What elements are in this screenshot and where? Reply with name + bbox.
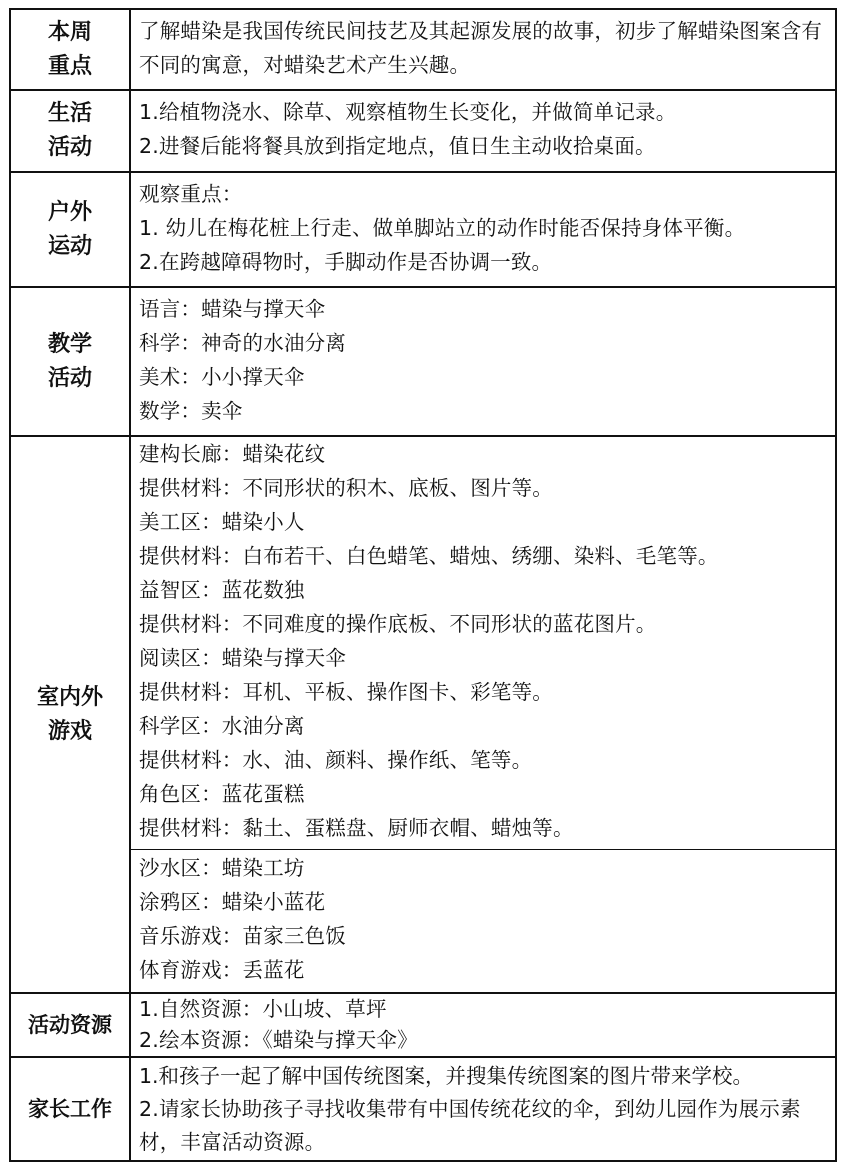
list-item: 1.给植物浇水、除草、观察植物生长变化，并做简单记录。 <box>139 100 677 124</box>
label-line: 家长工作 <box>28 1097 112 1121</box>
row-life-activities <box>9 89 837 171</box>
row-activity-resources <box>9 992 837 1056</box>
row-weekly-focus <box>9 8 837 89</box>
list-item: 提供材料：不同形状的积木、底板、图片等。 <box>139 476 553 500</box>
content-teaching-activities <box>131 288 835 435</box>
list-item: 观察重点： <box>139 182 243 206</box>
label-line: 本周 <box>47 19 92 45</box>
label-parent-work <box>11 1058 131 1160</box>
weekly-plan-table <box>9 8 837 1160</box>
list-item: 益智区：蓝花数独 <box>139 578 305 602</box>
list-item: 提供材料：黏土、蛋糕盘、厨师衣帽、蜡烛等。 <box>139 816 574 840</box>
list-item: 1.和孩子一起了解中国传统图案，并搜集传统图案的图片带来学校。 <box>139 1064 754 1088</box>
list-item: 提供材料：不同难度的操作底板、不同形状的蓝花图片。 <box>139 612 657 636</box>
list-item: 2.请家长协助孩子寻找收集带有中国传统花纹的伞，到幼儿园作为展示素材，丰富活动资源。 <box>139 1097 801 1154</box>
list-item: 美术：小小撑天伞 <box>139 365 305 389</box>
list-item: 2.在跨越障碍物时，手脚动作是否协调一致。 <box>139 250 553 274</box>
list-item: 阅读区：蜡染与撑天伞 <box>139 646 346 670</box>
label-line: 室内外 <box>36 684 103 710</box>
weekly-focus-text: 了解蜡染是我国传统民间技艺及其起源发展的故事，初步了解蜡染图案含有不同的寓意，对蜡染艺术产生兴趣。 <box>139 19 823 77</box>
label-activity-resources <box>11 994 131 1056</box>
label-weekly-focus <box>11 10 131 89</box>
list-item: 2.绘本资源：《蜡染与撑天伞》 <box>139 1028 418 1052</box>
row-outdoor-sports <box>9 171 837 286</box>
label-line: 户外 <box>47 199 92 225</box>
list-item: 提供材料：耳机、平板、操作图卡、彩笔等。 <box>139 680 553 704</box>
row-indoor-outdoor-games <box>9 435 837 992</box>
content-life-activities <box>131 91 835 171</box>
content-activity-resources <box>131 994 835 1056</box>
label-line: 重点 <box>47 53 92 79</box>
list-item: 体育游戏：丢蓝花 <box>139 958 305 982</box>
list-item: 提供材料：白布若干、白色蜡笔、蜡烛、绣绷、染料、毛笔等。 <box>139 544 719 568</box>
list-item: 1.自然资源：小山坡、草坪 <box>139 997 387 1021</box>
label-line: 教学 <box>47 331 92 357</box>
label-life-activities <box>11 91 131 171</box>
label-line: 活动资源 <box>28 1013 112 1037</box>
row-teaching-activities <box>9 286 837 435</box>
inner-divider <box>131 849 835 850</box>
list-item: 提供材料：水、油、颜料、操作纸、笔等。 <box>139 748 533 772</box>
list-item: 科学：神奇的水油分离 <box>139 331 346 355</box>
content-outdoor-sports <box>131 173 835 286</box>
content-indoor-outdoor-games <box>131 437 835 992</box>
label-line: 活动 <box>47 365 92 391</box>
list-item: 沙水区：蜡染工坊 <box>139 856 305 880</box>
list-item: 音乐游戏：苗家三色饭 <box>139 924 346 948</box>
list-item: 语言：蜡染与撑天伞 <box>139 297 326 321</box>
list-item: 数学：卖伞 <box>139 399 243 423</box>
label-outdoor-sports <box>11 173 131 286</box>
list-item: 科学区：水油分离 <box>139 714 305 738</box>
label-line: 生活 <box>47 101 92 126</box>
content-weekly-focus <box>131 10 835 89</box>
row-parent-work <box>9 1056 837 1160</box>
content-parent-work <box>131 1058 835 1160</box>
list-item: 2.进餐后能将餐具放到指定地点，值日生主动收拾桌面。 <box>139 134 656 158</box>
list-item: 1. 幼儿在梅花桩上行走、做单脚站立的动作时能否保持身体平衡。 <box>139 216 746 240</box>
label-indoor-outdoor-games <box>11 437 131 992</box>
list-item: 涂鸦区：蜡染小蓝花 <box>139 890 326 914</box>
list-item: 角色区：蓝花蛋糕 <box>139 782 305 806</box>
label-line: 活动 <box>47 135 92 160</box>
list-item: 建构长廊：蜡染花纹 <box>139 442 326 466</box>
label-teaching-activities <box>11 288 131 435</box>
label-line: 游戏 <box>47 718 92 744</box>
list-item: 美工区：蜡染小人 <box>139 510 305 534</box>
label-line: 运动 <box>47 233 92 259</box>
